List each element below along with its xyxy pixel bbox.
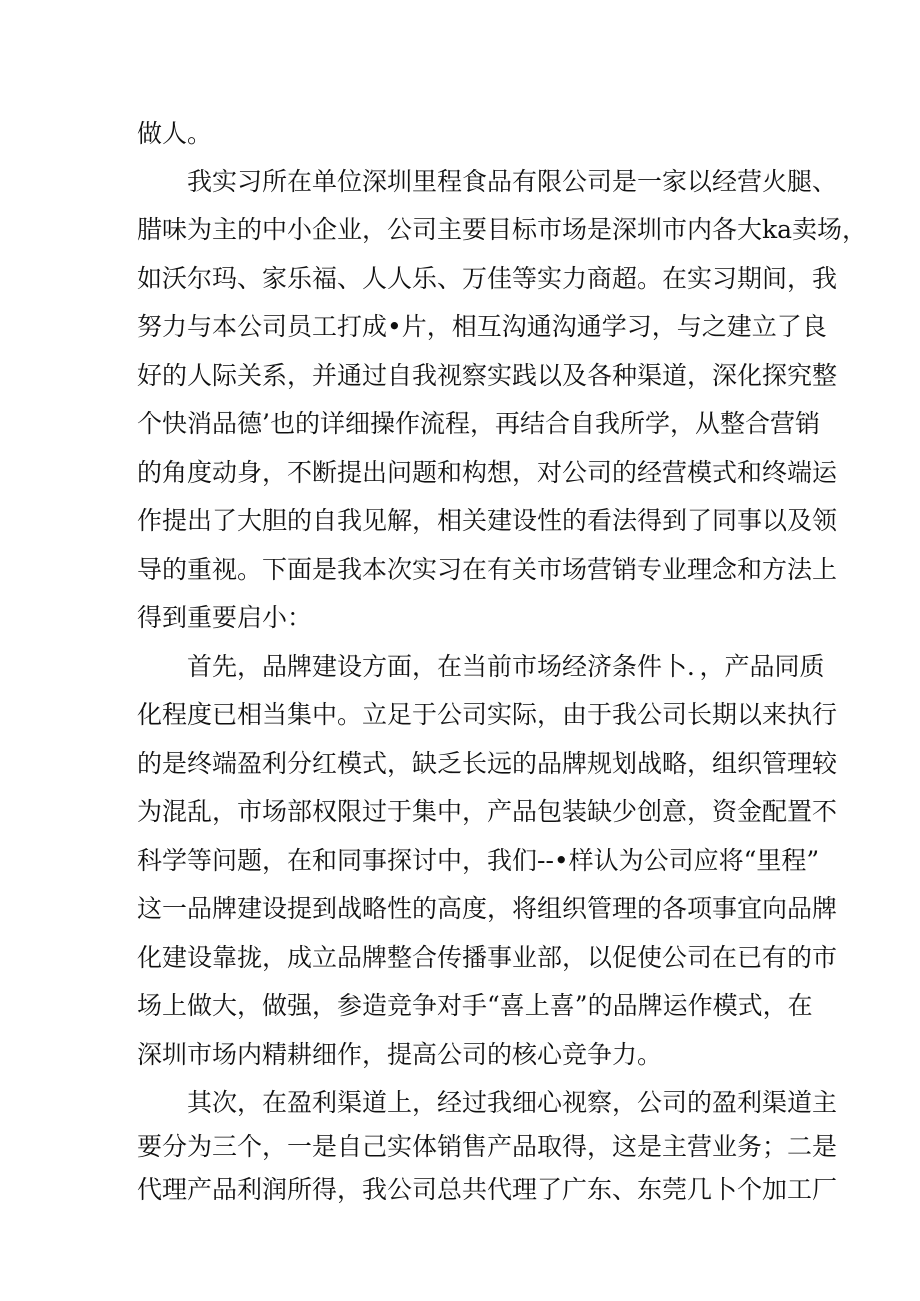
text-line-18: 化建设靠拢，成立品牌整合传播事业部，以促使公司在已有的市 bbox=[137, 943, 838, 972]
text-line-3: 腊味为主的中小企业，公司主要目标市场是深圳市内各大ka卖场， bbox=[137, 215, 868, 244]
text-line-6: 好的人际关系，并通过自我视察实践以及各种渠道，深化探究整 bbox=[137, 361, 838, 390]
text-line-13: 化程度已相当集中。立足于公司实际，由于我公司长期以来执行 bbox=[137, 700, 838, 729]
text-line-10: 导的重视。下面是我本次实习在有关市场营销专业理念和方法上 bbox=[137, 555, 838, 584]
text-line-9: 作提出了大胆的自我见解，相关建设性的看法得到了同事以及领 bbox=[137, 506, 838, 535]
text-line-23: 代理产品利润所得，我公司总共代理了广东、东莞几卜个加工厂 bbox=[137, 1175, 838, 1204]
text-line-14: 的是终端盈利分红模式，缺乏长远的品牌规划战略，组织管理较 bbox=[137, 749, 838, 778]
text-line-22: 要分为三个，一是自己实体销售产品取得，这是主营业务；二是 bbox=[137, 1132, 838, 1161]
text-line-20: 深圳市场内精耕细作，提高公司的核心竞争力。 bbox=[137, 1040, 663, 1069]
text-line-11: 得到重要启小： bbox=[137, 603, 313, 632]
text-line-16: 科学等问题，在和同事探讨中，我们--•样认为公司应将“里程” bbox=[137, 846, 820, 875]
text-line-15: 为混乱，市场部权限过于集中，产品包装缺少创意，资金配置不 bbox=[137, 797, 838, 826]
text-line-4: 如沃尔玛、家乐福、人人乐、万佳等实力商超。在实习期间，我 bbox=[137, 264, 838, 293]
text-line-21: 其次，在盈利渠道上，经过我细心视察，公司的盈利渠道主 bbox=[187, 1088, 838, 1117]
text-line-5: 努力与本公司员工打成•片，相互沟通沟通学习，与之建立了良 bbox=[137, 312, 827, 341]
text-line-8: 的角度动身，不断提出问题和构想，对公司的经营模式和终端运 bbox=[137, 458, 838, 487]
text-line-12: 首先，品牌建设方面，在当前市场经济条件卜．，产品同质 bbox=[187, 652, 825, 681]
text-line-7: 个快消品德’也的详细操作流程，再结合自我所学，从整合营销 bbox=[137, 409, 820, 438]
text-line-2: 我实习所在单位深圳里程食品有限公司是一家以经营火腿、 bbox=[187, 167, 838, 196]
text-line-1: 做人。 bbox=[137, 119, 213, 148]
text-line-17: 这一品牌建设提到战略性的高度，将组织管理的各项事宜向品牌 bbox=[137, 894, 838, 923]
text-line-19: 场上做大，做强，参造竞争对手“喜上喜”的品牌运作模式，在 bbox=[137, 991, 813, 1020]
